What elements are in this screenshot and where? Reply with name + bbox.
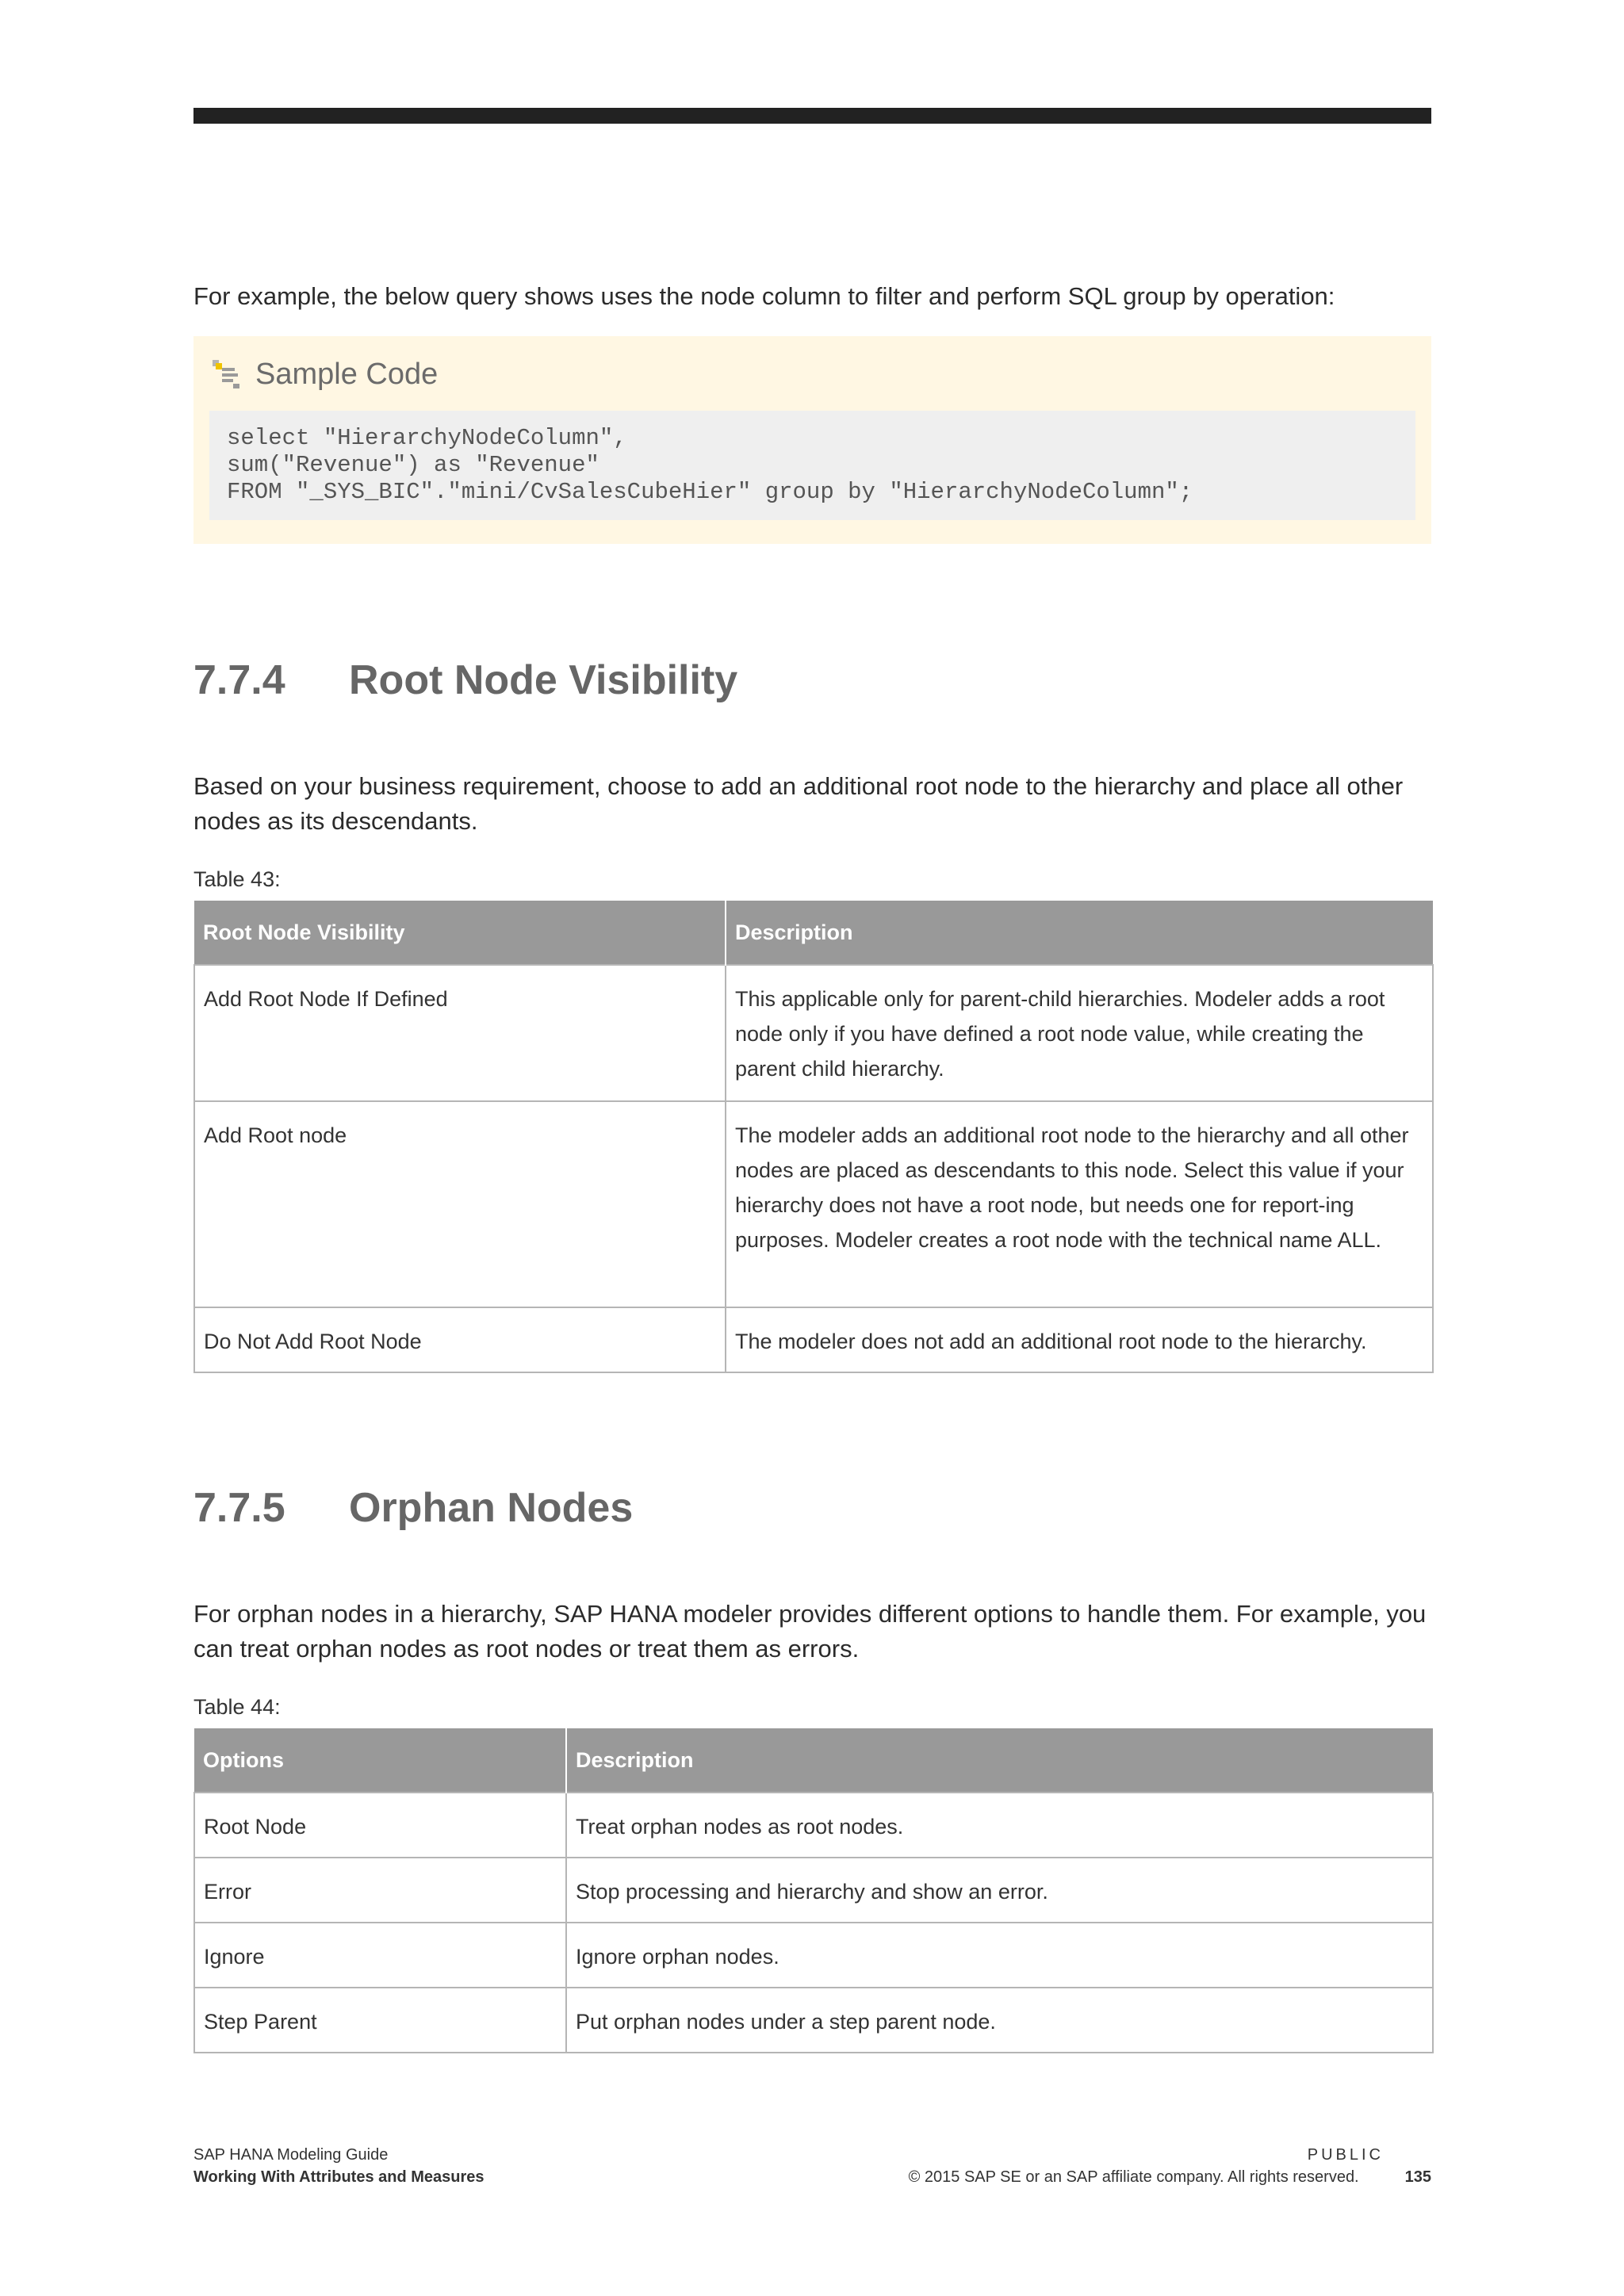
table-row (194, 1988, 1433, 2053)
table-cell: Add Root node (194, 1101, 726, 1307)
section-heading-orphan-nodes (193, 1484, 633, 1532)
section-number: 7.7.4 (193, 657, 285, 703)
table-cell: The modeler does not add an additional root node to the hierarchy. (726, 1307, 1433, 1372)
section-number: 7.7.5 (193, 1485, 285, 1531)
footer-left (193, 2144, 485, 2188)
column-header: Root Node Visibility (194, 901, 726, 965)
sample-code-icon (209, 357, 244, 392)
code-block (209, 411, 1415, 520)
code-line: FROM "_SYS_BIC"."mini/CvSalesCubeHier" group by "HierarchyNodeColumn"; (227, 479, 1193, 505)
footer-chapter: Working With Attributes and Measures (193, 2168, 485, 2186)
section-heading-root-node-visibility (193, 656, 737, 704)
sample-code-header (209, 354, 438, 395)
table-cell: Step Parent (194, 1988, 566, 2053)
header-rule (193, 108, 1431, 124)
orphan-nodes-table (193, 1728, 1434, 2053)
footer-guide-title: SAP HANA Modeling Guide (193, 2146, 389, 2164)
code-text (227, 425, 1193, 506)
section-paragraph: For orphan nodes in a hierarchy, SAP HANA modeler provides different options to handle them. For example, you can treat orphan nodes as root nodes or treat them as errors. (193, 1600, 1427, 1663)
code-line: select "HierarchyNodeColumn", (227, 425, 627, 451)
table-row (194, 1793, 1433, 1858)
table-cell: Add Root Node If Defined (194, 965, 726, 1101)
table-header-row (194, 1728, 1433, 1793)
table-row (194, 1101, 1433, 1307)
table-row (194, 1307, 1433, 1372)
section-title: Orphan Nodes (349, 1485, 634, 1531)
table-caption: Table 43: (193, 867, 281, 891)
root-node-visibility-table (193, 901, 1434, 1373)
table-cell: Treat orphan nodes as root nodes. (566, 1793, 1433, 1858)
sample-code-title: Sample Code (255, 357, 439, 391)
column-header: Options (194, 1728, 566, 1793)
section-title: Root Node Visibility (349, 657, 738, 703)
table-cell: Ignore orphan nodes. (566, 1923, 1433, 1988)
table-cell: Do Not Add Root Node (194, 1307, 726, 1372)
table-cell: Ignore (194, 1923, 566, 1988)
footer-classification: PUBLIC (1307, 2146, 1384, 2164)
intro-paragraph: For example, the below query shows uses the node column to filter and perform SQL group by operation: (193, 282, 1335, 310)
section-paragraph: Based on your business requirement, choose to add an additional root node to the hierarchy and place all other nodes as its descendants. (193, 772, 1404, 835)
column-header: Description (726, 901, 1433, 965)
table-header-row (194, 901, 1433, 965)
code-line: sum("Revenue") as "Revenue" (227, 452, 599, 478)
table-cell: Root Node (194, 1793, 566, 1858)
table-cell: Stop processing and hierarchy and show an error. (566, 1858, 1433, 1923)
table-cell: This applicable only for parent-child hierarchies. Modeler adds a root node only if you have defined a root node value, while creating the parent child hierarchy. (726, 965, 1433, 1101)
table-cell: Put orphan nodes under a step parent node. (566, 1988, 1433, 2053)
page-number: 135 (1404, 2168, 1431, 2186)
footer-copyright: © 2015 SAP SE or an SAP affiliate company. All rights reserved. (908, 2168, 1359, 2186)
table-row (194, 1858, 1433, 1923)
table-cell: Error (194, 1858, 566, 1923)
table-row (194, 965, 1433, 1101)
table-row (194, 1923, 1433, 1988)
footer-right (909, 2144, 1431, 2188)
column-header: Description (566, 1728, 1433, 1793)
table-cell: The modeler adds an additional root node to the hierarchy and all other nodes are placed as descendants to this node. Select this value if your hierarchy does not have a root node, but needs one for report-ing purposes. Modeler creates a root node with the technical name ALL. (726, 1101, 1433, 1307)
table-caption: Table 44: (193, 1695, 281, 1719)
sample-code-box (193, 336, 1431, 544)
